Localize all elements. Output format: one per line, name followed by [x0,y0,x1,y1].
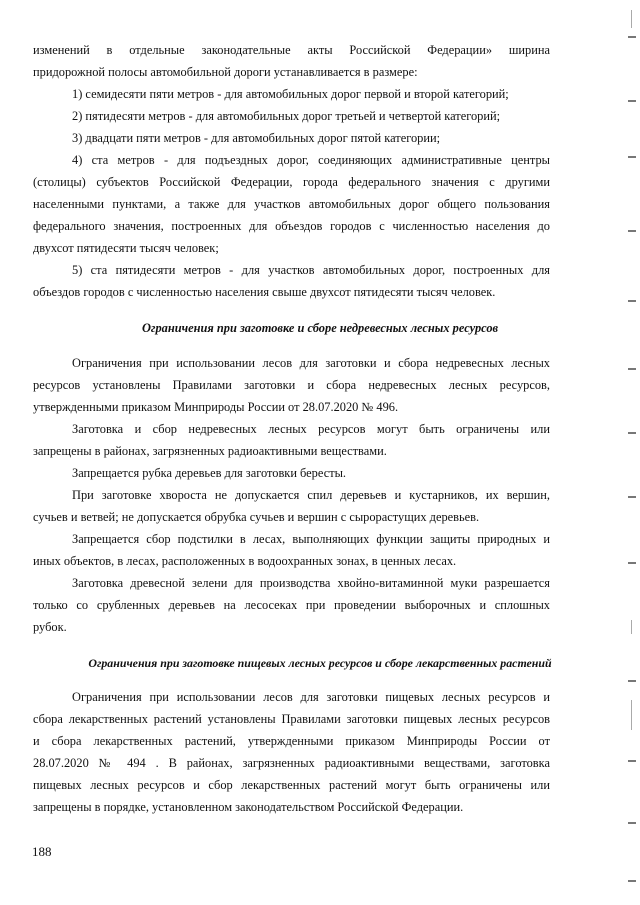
text-line: Запрещается рубка деревьев для заготовки бересты. [72,466,347,480]
text-line: пищевых лесных ресурсов и сбор лекарственных растений могут быть ограничены или [33,778,550,792]
text-line: двухсот пятидесяти тысяч человек; [33,241,219,255]
section-heading: Ограничения при заготовке и сборе недревесных лесных ресурсов [141,321,499,335]
text-line: иных объектов, в лесах, расположенных в водоохранных зонах, в ценных лесах. [33,554,457,568]
scan-mark [628,100,636,102]
scan-mark [628,880,636,882]
text-line: утвержденными приказом Минприроды России от 28.07.2020 № 496. [33,400,399,414]
list-item: 1) семидесяти пяти метров - для автомобильных дорог первой и второй категорий; [72,87,509,101]
list-item: 2) пятидесяти метров - для автомобильных дорог третьей и четвертой категорий; [72,109,501,123]
list-item: 5) ста пятидесяти метров - для участков автомобильных дорог, построенных для [72,263,550,277]
text-line: сучьев и ветвей; не допускается обрубка сучьев и вершин с сырорастущих деревьев. [33,510,480,524]
scan-mark [628,680,636,682]
text-line: Запрещается сбор подстилки в лесах, выполняющих функции защиты природных и [72,532,550,546]
text-line: изменений в отдельные законодательные акты Российской Федерации» ширина [33,43,550,57]
scan-mark [631,10,632,28]
scan-mark [628,300,636,302]
text-line: запрещены в районах, загрязненных радиоактивными веществами. [33,444,387,458]
text-line: запрещены в порядке, установленном законодательством Российской Федерации. [33,800,464,814]
scan-mark [628,432,636,434]
scan-mark [628,496,636,498]
scan-mark [631,700,632,730]
text-line: При заготовке хвороста не допускается спил деревьев и кустарников, их вершин, [72,488,550,502]
text-line: Заготовка и сбор недревесных лесных ресурсов могут быть ограничены или [72,422,550,436]
scan-mark [628,760,636,762]
text-line: Ограничения при использовании лесов для заготовки и сбора недревесных лесных [72,356,550,370]
text-line: Ограничения при использовании лесов для заготовки пищевых лесных ресурсов и [72,690,550,704]
text-line: населенными пунктами, а также для участков автомобильных дорог общего пользования [33,197,550,211]
text-line: федерального значения, построенных для объездов городов с численностью населения до [33,219,550,233]
list-item: 4) ста метров - для подъездных дорог, соединяющих административные центры [72,153,550,167]
scan-mark [628,156,636,158]
text-line: рубок. [33,620,67,634]
text-line: только со срубленных деревьев на лесосеках при проведении выборочных и сплошных [33,598,550,612]
scan-mark [631,620,632,634]
scan-mark [628,368,636,370]
text-line: 28.07.2020 № 494 . В районах, загрязненных радиоактивными веществами, заготовка [33,756,550,770]
text-line: (столицы) субъектов Российской Федерации, города федерального значения с другими [33,175,550,189]
text-line: и сбора лекарственных растений, утвержденными приказом Минприроды России от [33,734,550,748]
text-line: объездов городов с численностью населения свыше двухсот пятидесяти тысяч человек. [33,285,496,299]
scan-mark [628,822,636,824]
page-number: 188 [32,844,52,859]
text-line: Заготовка древесной зелени для производства хвойно-витаминной муки разрешается [72,576,550,590]
section-heading: Ограничения при заготовке пищевых лесных ресурсов и сборе лекарственных растений [88,656,552,670]
scan-mark [628,230,636,232]
list-item: 3) двадцати пяти метров - для автомобильных дорог пятой категории; [72,131,441,145]
scan-mark [628,36,636,38]
text-line: ресурсов установлены Правилами заготовки и сбора недревесных лесных ресурсов, [33,378,550,392]
text-line: придорожной полосы автомобильной дороги устанавливается в размере: [33,65,418,79]
text-line: сбора лекарственных растений установлены Правилами заготовки пищевых лесных ресурсов [33,712,550,726]
scan-mark [628,562,636,564]
